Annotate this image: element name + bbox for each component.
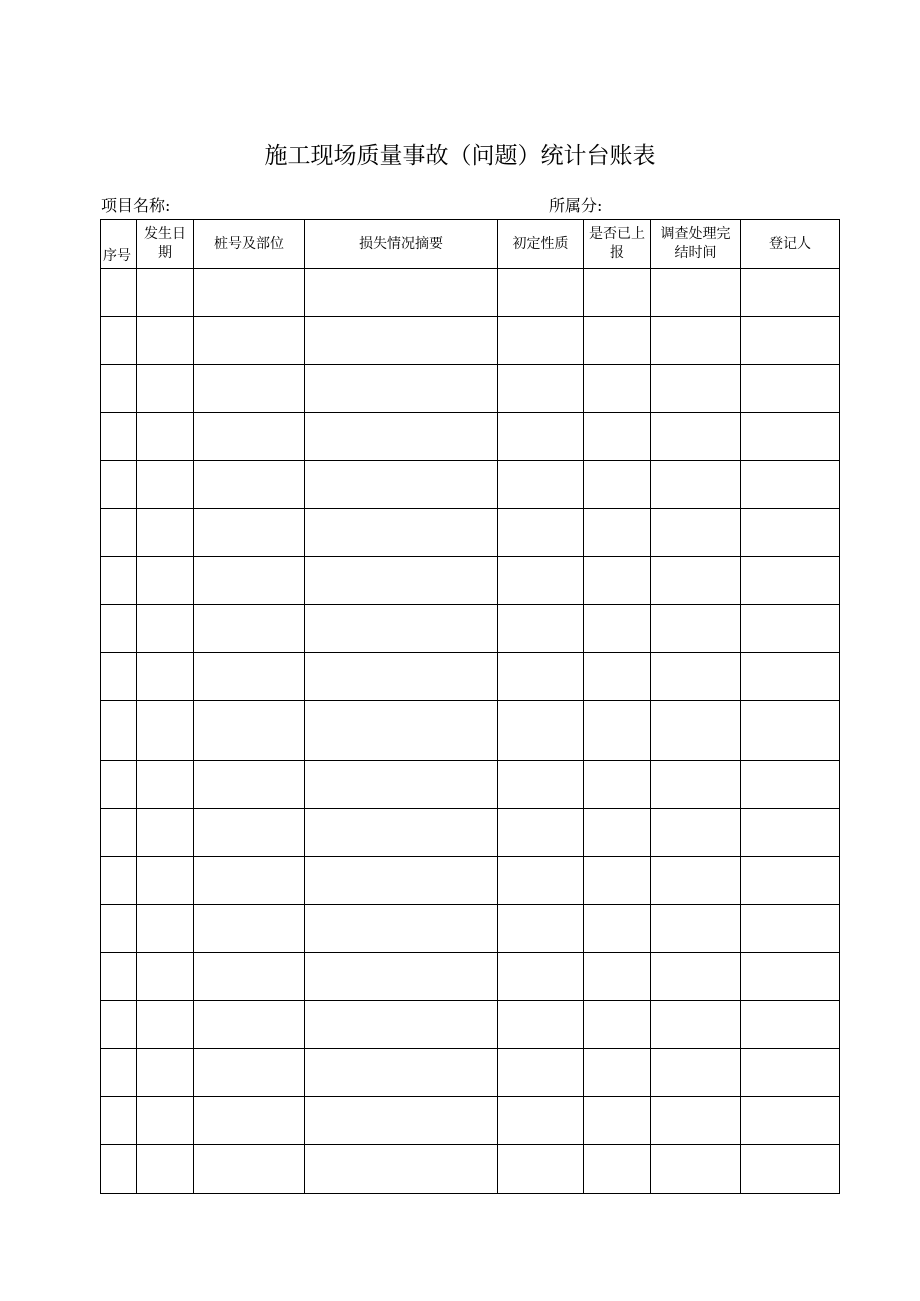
table-cell[interactable] [584, 509, 651, 557]
table-cell[interactable] [101, 905, 137, 953]
table-cell[interactable] [101, 317, 137, 365]
header-summary: 损失情况摘要 [305, 220, 498, 269]
table-cell[interactable] [101, 1001, 137, 1049]
table-cell[interactable] [305, 701, 498, 761]
table-cell[interactable] [741, 317, 840, 365]
header-date-line2: 期 [158, 245, 172, 261]
table-cell[interactable] [101, 1049, 137, 1097]
table-cell[interactable] [137, 269, 194, 317]
table-cell[interactable] [741, 905, 840, 953]
table-cell[interactable] [584, 1145, 651, 1194]
table-row [101, 1049, 840, 1097]
table-cell[interactable] [584, 461, 651, 509]
table-cell[interactable] [498, 461, 584, 509]
table-cell[interactable] [194, 509, 305, 557]
table-cell[interactable] [137, 317, 194, 365]
table-cell[interactable] [194, 953, 305, 1001]
table-cell[interactable] [651, 905, 741, 953]
table-cell[interactable] [101, 761, 137, 809]
table-row [101, 365, 840, 413]
table-cell[interactable] [651, 1001, 741, 1049]
table-row [101, 317, 840, 365]
table-cell[interactable] [584, 605, 651, 653]
table-row [101, 1097, 840, 1145]
table-cell[interactable] [101, 1097, 137, 1145]
header-registrar: 登记人 [741, 220, 840, 269]
table-cell[interactable] [101, 953, 137, 1001]
table-cell[interactable] [584, 1097, 651, 1145]
table-cell[interactable] [651, 761, 741, 809]
table-cell[interactable] [741, 509, 840, 557]
table-cell[interactable] [651, 557, 741, 605]
table-cell[interactable] [498, 365, 584, 413]
project-name-label: 项目名称: [101, 196, 171, 215]
table-cell[interactable] [137, 1145, 194, 1194]
table-cell[interactable] [137, 365, 194, 413]
table-cell[interactable] [584, 857, 651, 905]
table-cell[interactable] [584, 701, 651, 761]
table-cell[interactable] [584, 761, 651, 809]
table-row [101, 809, 840, 857]
table-cell[interactable] [137, 701, 194, 761]
table-cell[interactable] [137, 509, 194, 557]
ledger-body [101, 269, 840, 1194]
table-cell[interactable] [584, 905, 651, 953]
header-completion-line1: 调查处理完 [660, 226, 731, 242]
table-cell[interactable] [194, 317, 305, 365]
table-cell[interactable] [101, 365, 137, 413]
table-cell[interactable] [101, 269, 137, 317]
table-cell[interactable] [498, 761, 584, 809]
table-row [101, 1001, 840, 1049]
table-cell[interactable] [498, 953, 584, 1001]
table-cell[interactable] [194, 461, 305, 509]
header-row [101, 220, 840, 269]
table-cell[interactable] [741, 557, 840, 605]
table-cell[interactable] [194, 605, 305, 653]
table-cell[interactable] [194, 905, 305, 953]
table-cell[interactable] [651, 509, 741, 557]
table-cell[interactable] [101, 509, 137, 557]
table-cell[interactable] [101, 605, 137, 653]
table-row [101, 857, 840, 905]
table-cell[interactable] [741, 953, 840, 1001]
header-seq [101, 220, 137, 269]
table-cell[interactable] [305, 1145, 498, 1194]
table-cell[interactable] [194, 701, 305, 761]
table-cell[interactable] [651, 605, 741, 653]
table-cell[interactable] [584, 1049, 651, 1097]
table-cell[interactable] [137, 461, 194, 509]
table-cell[interactable] [651, 857, 741, 905]
table-cell[interactable] [584, 365, 651, 413]
table-cell[interactable] [137, 557, 194, 605]
table-cell[interactable] [651, 1145, 741, 1194]
table-cell[interactable] [584, 317, 651, 365]
table-cell[interactable] [651, 1097, 741, 1145]
table-cell[interactable] [305, 1097, 498, 1145]
ledger-table [100, 219, 840, 1194]
table-cell[interactable] [305, 269, 498, 317]
table-cell[interactable] [651, 701, 741, 761]
page-title: 施工现场质量事故（问题）统计台账表 [264, 143, 656, 169]
table-cell[interactable] [305, 905, 498, 953]
table-cell[interactable] [305, 365, 498, 413]
table-row [101, 953, 840, 1001]
table-cell[interactable] [305, 1049, 498, 1097]
table-cell[interactable] [137, 953, 194, 1001]
table-cell[interactable] [101, 557, 137, 605]
table-cell[interactable] [584, 653, 651, 701]
table-cell[interactable] [137, 761, 194, 809]
table-cell[interactable] [137, 413, 194, 461]
table-cell[interactable] [194, 269, 305, 317]
table-cell[interactable] [194, 365, 305, 413]
table-cell[interactable] [584, 953, 651, 1001]
table-cell[interactable] [137, 653, 194, 701]
table-row [101, 905, 840, 953]
table-cell[interactable] [137, 1001, 194, 1049]
table-cell[interactable] [741, 1001, 840, 1049]
table-cell[interactable] [305, 761, 498, 809]
table-cell[interactable] [651, 653, 741, 701]
table-cell[interactable] [584, 413, 651, 461]
table-cell[interactable] [741, 701, 840, 761]
table-cell[interactable] [498, 857, 584, 905]
table-cell[interactable] [651, 365, 741, 413]
table-cell[interactable] [194, 1097, 305, 1145]
table-cell[interactable] [101, 461, 137, 509]
table-cell[interactable] [101, 701, 137, 761]
header-nature: 初定性质 [498, 220, 584, 269]
table-cell[interactable] [498, 653, 584, 701]
table-cell[interactable] [194, 1001, 305, 1049]
table-cell[interactable] [101, 653, 137, 701]
table-cell[interactable] [741, 857, 840, 905]
table-cell[interactable] [194, 809, 305, 857]
header-reported-line1: 是否已上 [589, 226, 645, 242]
table-cell[interactable] [741, 761, 840, 809]
table-cell[interactable] [498, 1049, 584, 1097]
header-location: 桩号及部位 [194, 220, 305, 269]
table-row [101, 605, 840, 653]
table-cell[interactable] [651, 317, 741, 365]
table-cell[interactable] [194, 857, 305, 905]
table-cell[interactable] [305, 605, 498, 653]
table-cell[interactable] [137, 1097, 194, 1145]
table-cell[interactable] [741, 461, 840, 509]
table-cell[interactable] [194, 413, 305, 461]
table-cell[interactable] [305, 809, 498, 857]
table-cell[interactable] [651, 809, 741, 857]
table-cell[interactable] [305, 653, 498, 701]
table-cell[interactable] [498, 1145, 584, 1194]
table-row [101, 1145, 840, 1194]
table-cell[interactable] [498, 413, 584, 461]
table-cell[interactable] [498, 905, 584, 953]
table-cell[interactable] [584, 1001, 651, 1049]
table-cell[interactable] [498, 509, 584, 557]
table-cell[interactable] [137, 605, 194, 653]
table-row [101, 653, 840, 701]
table-cell[interactable] [498, 269, 584, 317]
table-row [101, 509, 840, 557]
header-reported [584, 220, 651, 269]
table-cell[interactable] [194, 1049, 305, 1097]
table-cell[interactable] [741, 1145, 840, 1194]
table-cell[interactable] [741, 365, 840, 413]
table-cell[interactable] [498, 605, 584, 653]
table-cell[interactable] [651, 953, 741, 1001]
table-cell[interactable] [194, 1145, 305, 1194]
table-cell[interactable] [741, 269, 840, 317]
table-cell[interactable] [305, 317, 498, 365]
table-cell[interactable] [741, 653, 840, 701]
table-cell[interactable] [498, 557, 584, 605]
header-seq-label: 序号 [103, 247, 131, 264]
header-date-line1: 发生日 [144, 226, 186, 242]
table-cell[interactable] [741, 1049, 840, 1097]
table-cell[interactable] [651, 269, 741, 317]
table-cell[interactable] [498, 809, 584, 857]
table-cell[interactable] [305, 953, 498, 1001]
division-label: 所属分: [549, 196, 603, 215]
table-cell[interactable] [305, 461, 498, 509]
table-row [101, 269, 840, 317]
table-cell[interactable] [101, 809, 137, 857]
table-cell[interactable] [584, 269, 651, 317]
header-completion-line2: 结时间 [674, 245, 717, 261]
header-reported-line2: 报 [610, 245, 624, 261]
header-completion [651, 220, 741, 269]
table-cell[interactable] [651, 461, 741, 509]
table-cell[interactable] [137, 905, 194, 953]
table-cell[interactable] [651, 1049, 741, 1097]
table-cell[interactable] [498, 1097, 584, 1145]
table-row [101, 413, 840, 461]
table-cell[interactable] [498, 317, 584, 365]
table-cell[interactable] [741, 809, 840, 857]
table-cell[interactable] [498, 701, 584, 761]
table-cell[interactable] [137, 857, 194, 905]
table-cell[interactable] [305, 413, 498, 461]
table-cell[interactable] [498, 1001, 584, 1049]
table-cell[interactable] [741, 605, 840, 653]
table-row [101, 557, 840, 605]
table-cell[interactable] [137, 1049, 194, 1097]
table-cell[interactable] [651, 413, 741, 461]
table-cell[interactable] [584, 809, 651, 857]
table-row [101, 701, 840, 761]
table-cell[interactable] [101, 857, 137, 905]
table-cell[interactable] [741, 1097, 840, 1145]
table-cell[interactable] [584, 557, 651, 605]
table-cell[interactable] [305, 509, 498, 557]
table-cell[interactable] [101, 413, 137, 461]
table-cell[interactable] [305, 557, 498, 605]
table-cell[interactable] [194, 653, 305, 701]
table-cell[interactable] [194, 761, 305, 809]
table-row [101, 461, 840, 509]
table-cell[interactable] [101, 1145, 137, 1194]
table-cell[interactable] [137, 809, 194, 857]
table-cell[interactable] [305, 857, 498, 905]
table-row [101, 761, 840, 809]
header-date [137, 220, 194, 269]
table-cell[interactable] [741, 413, 840, 461]
table-cell[interactable] [194, 557, 305, 605]
table-cell[interactable] [305, 1001, 498, 1049]
